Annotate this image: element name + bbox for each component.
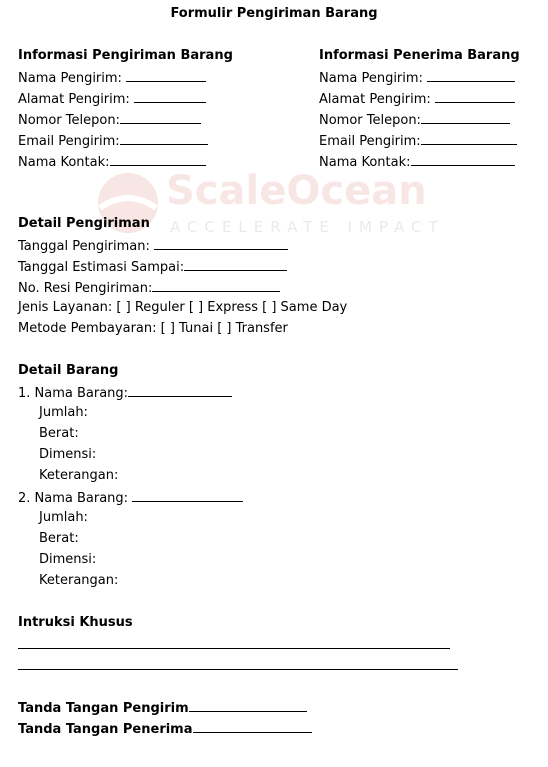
goods-weight: Berat: [39, 426, 79, 441]
sender-field: Nama Kontak: [18, 152, 206, 171]
shipping-eta: Tanggal Estimasi Sampai: [18, 257, 287, 276]
goods-dim: Dimensi: [39, 447, 97, 462]
instructions-line [18, 669, 458, 670]
shipping-heading: Detail Pengiriman [18, 216, 150, 231]
goods-qty: Jumlah: [39, 510, 88, 525]
receiver-field: Nama Kontak: [319, 152, 515, 171]
watermark-tagline: ACCELERATE IMPACT [170, 218, 445, 236]
goods-weight: Berat: [39, 531, 79, 546]
goods-note: Keterangan: [39, 468, 119, 483]
receiver-heading: Informasi Penerima Barang [319, 48, 520, 63]
sender-field: Email Pengirim: [18, 131, 208, 150]
goods-item-1: 1. Nama Barang: [18, 383, 232, 402]
receiver-field: Email Pengirim: [319, 131, 517, 150]
receiver-field: Nama Pengirim: [319, 68, 515, 87]
signature-sender: Tanda Tangan Pengirim [18, 698, 307, 717]
receiver-field: Alamat Pengirim: [319, 89, 515, 108]
sender-field: Alamat Pengirim: [18, 89, 206, 108]
instructions-heading: Intruksi Khusus [18, 615, 133, 630]
form-title: Formulir Pengiriman Barang [170, 6, 378, 21]
goods-dim: Dimensi: [39, 552, 97, 567]
goods-note: Keterangan: [39, 573, 119, 588]
watermark-brand: ScaleOcean [166, 168, 427, 214]
sender-field: Nomor Telepon: [18, 110, 201, 129]
shipping-service: Jenis Layanan: [ ] Reguler [ ] Express [ ] Same Day [18, 300, 348, 315]
sender-heading: Informasi Pengiriman Barang [18, 48, 233, 63]
shipping-payment: Metode Pembayaran: [ ] Tunai [ ] Transfer [18, 321, 288, 336]
goods-heading: Detail Barang [18, 363, 119, 378]
signature-receiver: Tanda Tangan Penerima [18, 719, 312, 738]
shipping-receipt: No. Resi Pengiriman: [18, 278, 280, 297]
goods-qty: Jumlah: [39, 405, 88, 420]
sender-field: Nama Pengirim: [18, 68, 206, 87]
instructions-line [18, 648, 450, 649]
receiver-field: Nomor Telepon: [319, 110, 510, 129]
goods-item-2: 2. Nama Barang: [18, 488, 243, 507]
shipping-date: Tanggal Pengiriman: [18, 236, 288, 255]
